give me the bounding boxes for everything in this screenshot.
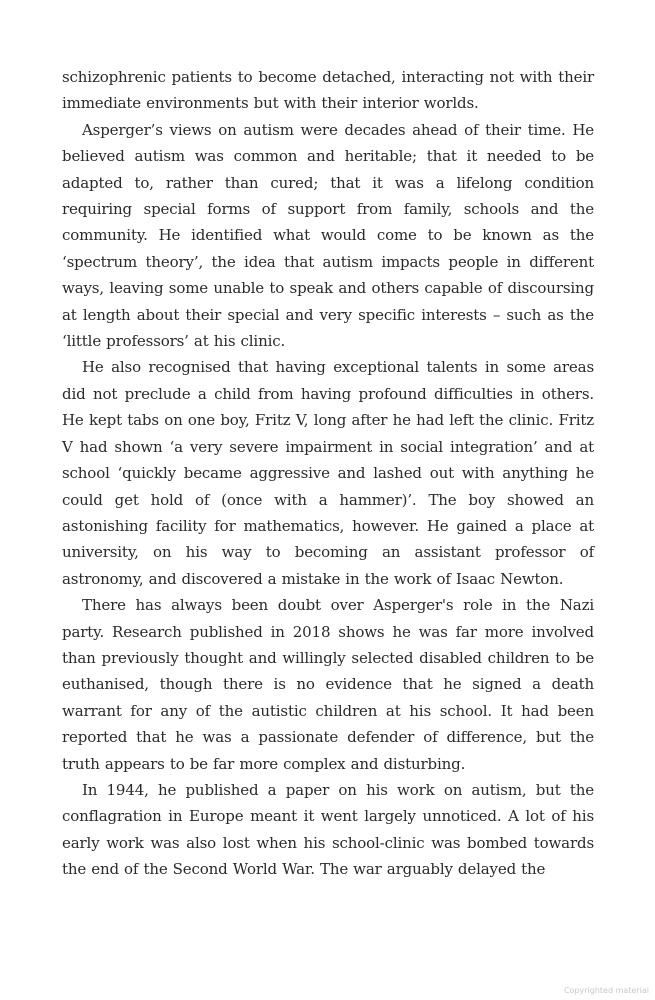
paragraph-asperger-views: Asperger’s views on autism were decades ahead of their time. He believed autism was common and heritable; that it needed to be adapted to, rather than cured; that it was a lifelong condition requiring special forms of support from family, schools and the community. He identified what would come to be known as the ‘spectrum theory’, the idea that autism impacts people in different ways, leaving some unable to speak and others capable of discoursing at length about their special and very specific interests – such as the ‘little professors’ at his clinic. [62,120,594,351]
page-body [62,64,594,883]
copyright-watermark: Copyrighted material [563,986,649,995]
paragraph-continuation: schizophrenic patients to become detached, interacting not with their immediate environments but with their interior worlds. [62,68,594,113]
paragraph-exceptional-talents: He also recognised that having exceptional talents in some areas did not preclude a child from having profound difficulties in others. He kept tabs on one boy, Fritz V, long after he had left the clinic. Fritz V had shown ‘a very severe impairment in social integration’ and at school ‘quickly became aggressive and lashed out with anything he could get hold of (once with a hammer)’. The boy showed an astonishing facility for mathematics, however. He gained a place at university, on his way to becoming an assistant professor of astronomy, and discovered a mistake in the work of Isaac Newton. [62,358,594,588]
paragraph-1944-paper: In 1944, he published a paper on his work on autism, but the conflagration in Europe meant it went largely unnoticed. A lot of his early work was also lost when his school-clinic was bombed towards the end of the Second World War. The war arguably delayed the [62,780,594,879]
paragraph-nazi-role: There has always been doubt over Asperger's role in the Nazi party. Research published in 2018 shows he was far more involved than previously thought and willingly selected disabled children to be euthanised, though there is no evidence that he signed a death warrant for any of the autistic children at his school. It had been reported that he was a passionate defender of difference, but the truth appears to be far more complex and disturbing. [62,596,594,773]
